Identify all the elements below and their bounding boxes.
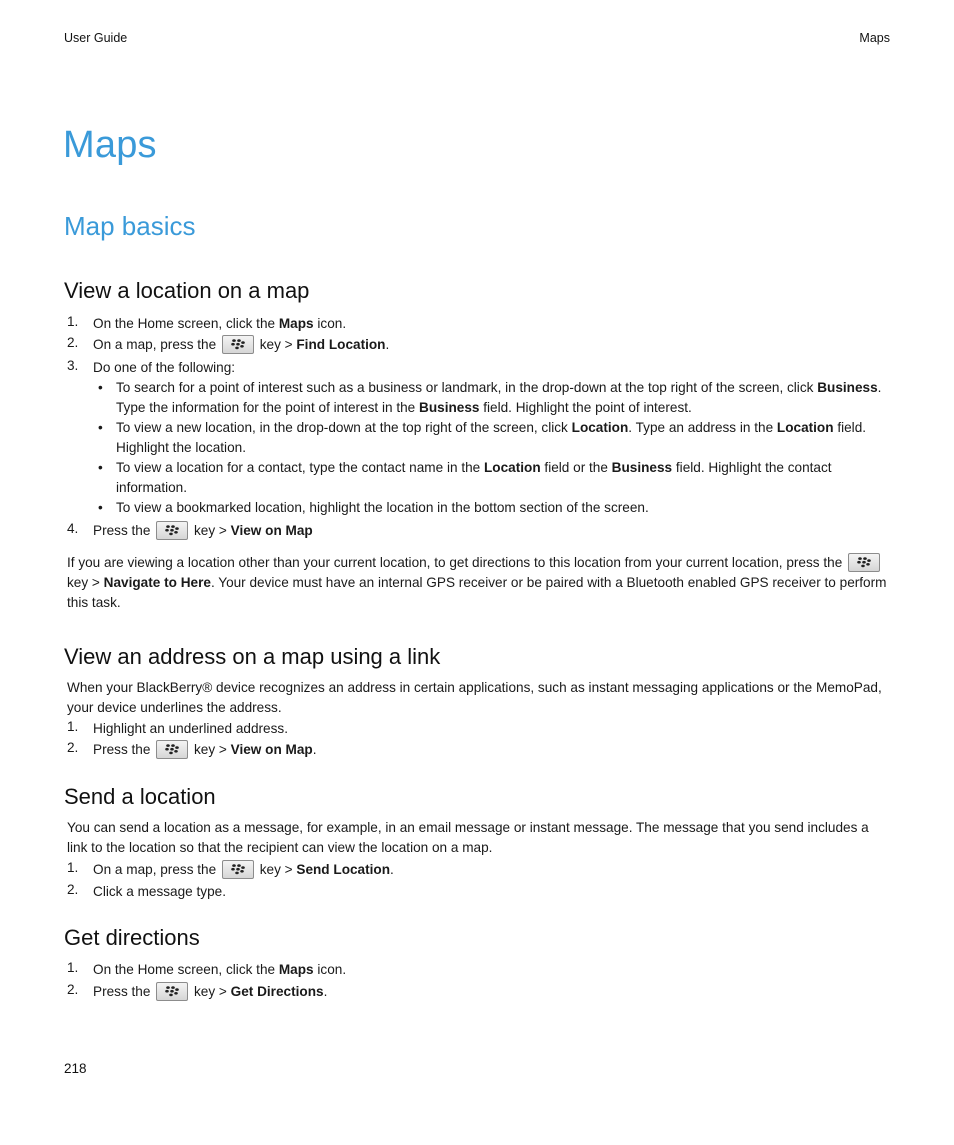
step-number: 2.: [67, 740, 79, 755]
step-text: On the Home screen, click the Maps icon.: [93, 316, 347, 331]
blackberry-menu-key-icon: [156, 982, 188, 1001]
blackberry-menu-key-icon: [848, 553, 880, 572]
step-number: 1.: [67, 314, 79, 329]
section-heading-view-location: View a location on a map: [64, 278, 310, 303]
blackberry-menu-key-icon: [156, 521, 188, 540]
step-text: Press the key > View on Map.: [93, 740, 317, 760]
step-text: Do one of the following:: [93, 360, 236, 375]
bullet-icon: •: [98, 460, 103, 475]
step-number: 4.: [67, 521, 79, 536]
bullet-text: To view a bookmarked location, highlight the location in the bottom section of the screen.: [116, 500, 649, 515]
bullet-icon: •: [98, 500, 103, 515]
section-heading-send-location: Send a location: [64, 784, 216, 809]
step-text: Highlight an underlined address.: [93, 721, 288, 736]
step-text: Press the key > Get Directions.: [93, 982, 327, 1002]
blackberry-menu-key-icon: [222, 860, 254, 879]
step-number: 2.: [67, 882, 79, 897]
bullet-icon: •: [98, 420, 103, 435]
section-heading-view-address: View an address on a map using a link: [64, 644, 441, 669]
list-item: [98, 378, 888, 418]
page-title: Maps: [63, 124, 157, 166]
step-text: On a map, press the key > Find Location.: [93, 335, 389, 355]
step-text: Click a message type.: [93, 884, 226, 899]
intro-paragraph: When your BlackBerry® device recognizes an address in certain applications, such as instant messaging applications or the MemoPad, your device underlines the address.: [67, 680, 882, 715]
note-paragraph: If you are viewing a location other than your current location, to get directions to this location from your current location, press the key > Navigate to Here. Your device must have an internal GPS receiver or be paired with a Bluetooth enabled GPS receiver to perform this task.: [67, 553, 892, 613]
page-subtitle: Map basics: [64, 211, 196, 241]
step-number: 2.: [67, 335, 79, 350]
bullet-icon: •: [98, 380, 103, 395]
running-header-left: User Guide: [64, 31, 128, 45]
step-number: 1.: [67, 960, 79, 975]
blackberry-menu-key-icon: [156, 740, 188, 759]
section-heading-get-directions: Get directions: [64, 925, 200, 950]
step-text: On a map, press the key > Send Location.: [93, 860, 394, 880]
blackberry-menu-key-icon: [222, 335, 254, 354]
list-item: [98, 418, 888, 458]
running-header-right: Maps: [859, 31, 890, 45]
step-text: On the Home screen, click the Maps icon.: [93, 962, 347, 977]
step-text: Press the key > View on Map: [93, 521, 313, 541]
step-number: 1.: [67, 860, 79, 875]
bullet-text: To view a new location, in the drop-down at the top right of the screen, click Location. Type an address in the Location field. Highlight the location.: [116, 420, 867, 455]
step-number: 2.: [67, 982, 79, 997]
bullet-text: To view a location for a contact, type the contact name in the Location field or the Business field. Highlight the contact information.: [116, 460, 832, 495]
intro-paragraph: You can send a location as a message, for example, in an email message or instant message. The message that you send includes a link to the location so that the recipient can view the location on a map.: [67, 820, 869, 855]
bullet-text: To search for a point of interest such as a business or landmark, in the drop-down at the top right of the screen, click Business. Type the information for the point of interest in the Business field. Highlight the point of interest.: [116, 380, 882, 415]
step-number: 1.: [67, 719, 79, 734]
list-item: [98, 498, 888, 518]
step-number: 3.: [67, 358, 79, 373]
page-number: 218: [64, 1061, 87, 1076]
list-item: [98, 458, 888, 498]
